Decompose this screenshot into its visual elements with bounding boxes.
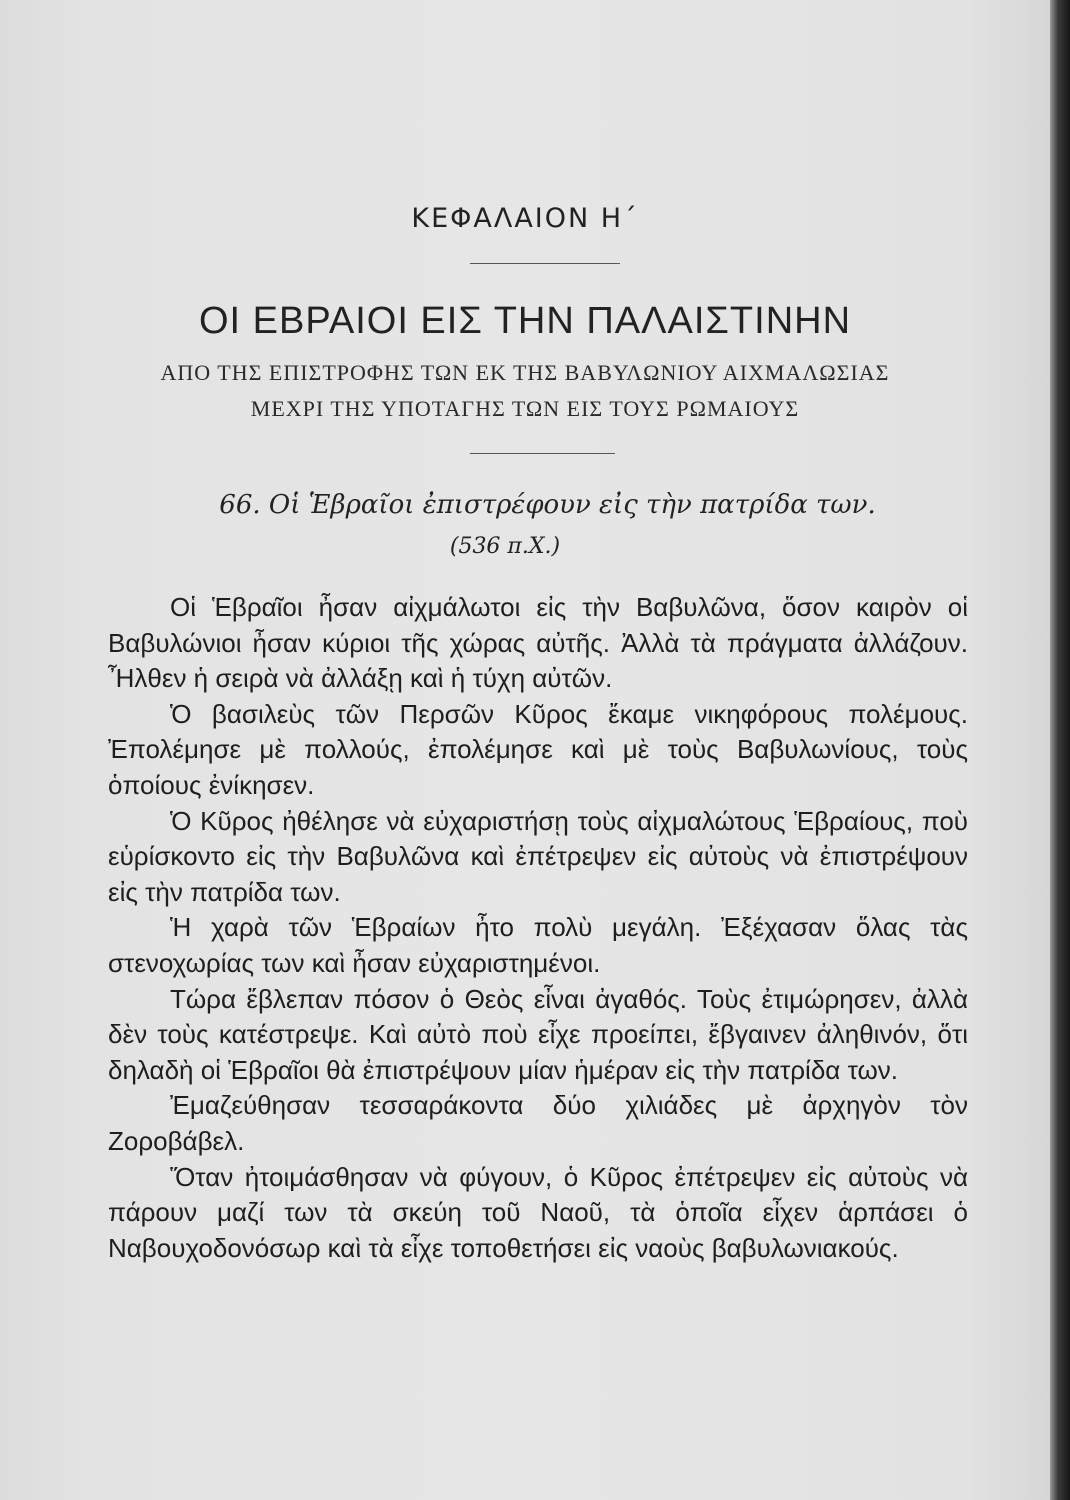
paragraph: Ὁ βασιλεὺς τῶν Περσῶν Κῦρος ἔκαμε νικηφόρους πολέμους. Ἐπολέμησε μὲ πολλούς, ἐπολέμησε καὶ μὲ τοὺς Βαβυλωνίους, τοὺς ὁποίους ἐνίκησεν. (108, 698, 968, 800)
paragraph: Ὁ Κῦρος ἠθέλησε νὰ εὐχαριστήσῃ τοὺς αἰχμαλώτους Ἑβραίους, ποὺ εὑρίσκοντο εἰς τὴν Βαβυλῶνα καὶ ἐπέτρεψεν εἰς αὐτοὺς νὰ ἐπιστρέψουν εἰς τὴν πατρίδα των. (108, 805, 968, 907)
chapter-label: ΚΕΦΑΛΑΙΟΝ Η΄ (411, 203, 639, 234)
paragraph: Ὅταν ἠτοιμάσθησαν νὰ φύγουν, ὁ Κῦρος ἐπέτρεψεν εἰς αὐτοὺς νὰ πάρουν μαζί των τὰ σκεύη τοῦ Ναοῦ, τὰ ὁποῖα εἶχεν ἁρπάσει ὁ Ναβουχοδονόσωρ καὶ τὰ εἶχε τοποθετήσει εἰς ναοὺς βαβυλωνιακούς. (108, 1161, 968, 1263)
divider-rule (470, 453, 615, 454)
divider-rule (470, 263, 620, 264)
chapter-subtitle-line: ΜΕΧΡΙ ΤΗΣ ΥΠΟΤΑΓΗΣ ΤΩΝ ΕΙΣ ΤΟΥΣ ΡΩΜΑΙΟΥΣ (250, 396, 800, 421)
section-heading: 66. Οἱ Ἑβραῖοι ἐπιστρέφουν εἰς τὴν πατρίδα των. (219, 490, 876, 520)
paragraph: Ἡ χαρὰ τῶν Ἑβραίων ἦτο πολὺ μεγάλη. Ἐξέχασαν ὅλας τὰς στενοχωρίας των καὶ ἦσαν εὐχαριστημένοι. (108, 912, 968, 978)
body-text (108, 590, 968, 1266)
chapter-subtitle-line: ΑΠΟ ΤΗΣ ΕΠΙΣΤΡΟΦΗΣ ΤΩΝ ΕΚ ΤΗΣ ΒΑΒΥΛΩΝΙΟΥ ΑΙΧΜΑΛΩΣΙΑΣ (160, 360, 890, 385)
page-binding-edge (1050, 0, 1070, 1500)
section-date: (536 π.Χ.) (449, 534, 561, 559)
paragraph: Ἐμαζεύθησαν τεσσαράκοντα δύο χιλιάδες μὲ ἀρχηγὸν τὸν Ζοροβάβελ. (108, 1090, 968, 1156)
paragraph: Οἱ Ἑβραῖοι ἦσαν αἰχμάλωτοι εἰς τὴν Βαβυλῶνα, ὅσον καιρὸν οἱ Βαβυλώνιοι ἦσαν κύριοι τῆς χώρας αὐτῆς. Ἀλλὰ τὰ πράγματα ἀλλάζουν. Ἦλθεν ἡ σειρὰ νὰ ἀλλάξῃ καὶ ἡ τύχη αὐτῶν. (108, 592, 968, 694)
chapter-title: ΟΙ ΕΒΡΑΙΟΙ ΕΙΣ ΤΗΝ ΠΑΛΑΙΣΤΙΝΗΝ (198, 300, 852, 342)
paragraph: Τώρα ἔβλεπαν πόσον ὁ Θεὸς εἶναι ἀγαθός. Τοὺς ἐτιμώρησεν, ἀλλὰ δὲν τοὺς κατέστρεψε. Καὶ αὐτὸ ποὺ εἶχε προείπει, ἔβγαινεν ἀληθινόν, ὅτι δηλαδὴ οἱ Ἑβραῖοι θὰ ἐπιστρέψουν μίαν ἡμέραν εἰς τὴν πατρίδα των. (108, 983, 968, 1085)
